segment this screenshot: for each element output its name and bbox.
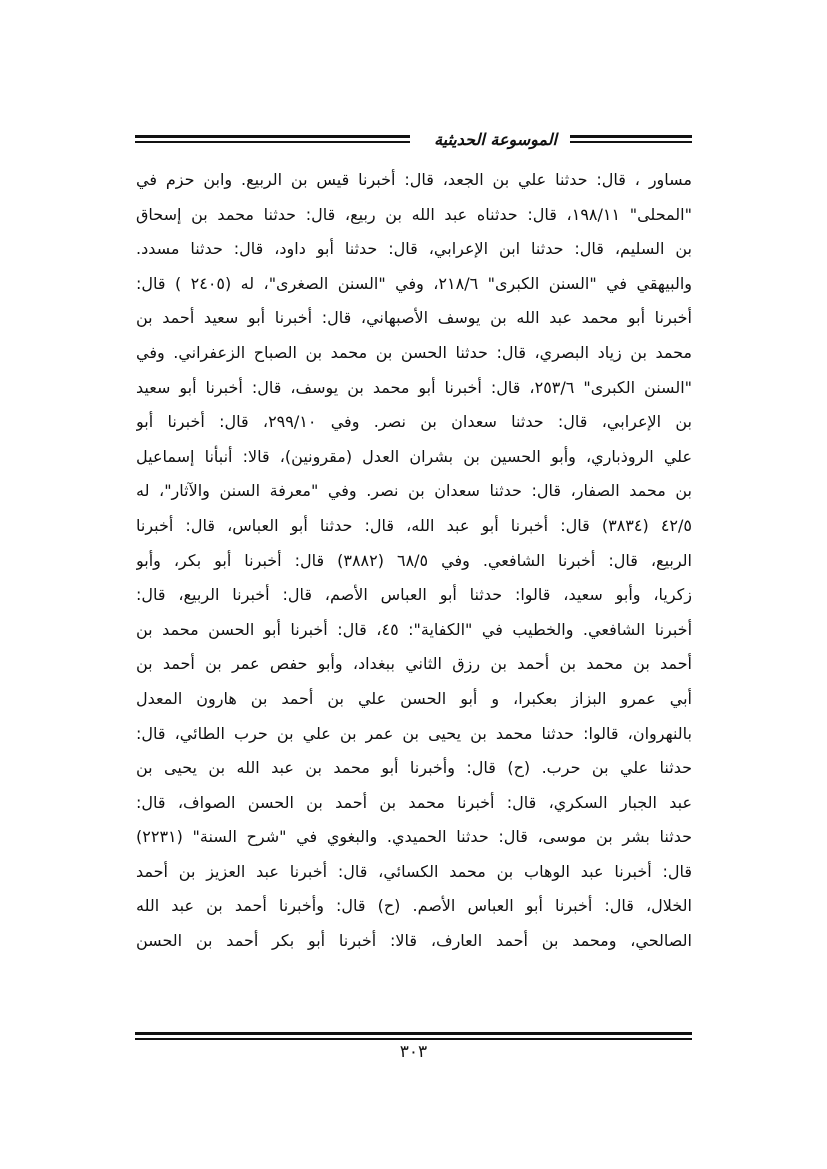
page-header [135, 128, 692, 154]
header-rule-left [135, 135, 410, 143]
text-line: عبد الجبار السكري، قال: أخبرنا محمد بن أحمد بن الحسن الصواف، قال: [136, 792, 692, 812]
text-line: أخبرنا أبو محمد عبد الله بن يوسف الأصبهاني، قال: أخبرنا أبو سعيد أحمد بن [136, 308, 692, 328]
text-line: الصالحي، ومحمد بن أحمد العارف، قالا: أخبرنا أبو بكر أحمد بن الحسن [136, 931, 692, 951]
text-line: حدثنا علي بن حرب. (ح) قال: وأخبرنا أبو محمد بن عبد الله بن يحيى بن [136, 758, 692, 778]
text-line: "المحلى" ١٩٨/١١، قال: حدثناه عبد الله بن ربيع، قال: حدثنا محمد بن إسحاق [136, 204, 692, 224]
text-line: بن محمد الصفار، قال: حدثنا سعدان بن نصر. وفي "معرفة السنن والآثار"، له [136, 481, 692, 501]
text-line: أخبرنا الشافعي. والخطيب في "الكفاية": ٤٥، قال: أخبرنا أبو الحسن محمد بن [136, 619, 692, 639]
header-rule-right [570, 135, 692, 143]
text-line: مساور ، قال: حدثنا علي بن الجعد، قال: أخبرنا قيس بن الربيع. وابن حزم في [136, 170, 692, 189]
text-line: محمد بن زياد البصري، قال: حدثنا الحسن بن محمد بن الصباح الزعفراني. وفي [136, 342, 692, 362]
body-text [136, 163, 692, 959]
text-line: الخلال، قال: أخبرنا أبو العباس الأصم. (ح) قال: وأخبرنا أحمد بن عبد الله [136, 896, 692, 916]
text-line: أبي عمرو البزاز بعكبرا، و أبو الحسن علي بن أحمد بن هارون المعدل [136, 688, 692, 708]
text-line: بن السليم، قال: حدثنا ابن الإعرابي، قال: حدثنا أبو داود، قال: حدثنا مسدد. [136, 239, 692, 259]
running-header-title: الموسوعة الحديثية [434, 130, 557, 149]
text-line: بالنهروان، قالوا: حدثنا محمد بن يحيى بن عمر بن علي بن حرب الطائي، قال: [136, 723, 692, 743]
text-line: علي الروذباري، وأبو الحسين بن بشران العدل (مقرونين)، قالا: أنبأنا إسماعيل [136, 446, 692, 466]
text-line: حدثنا بشر بن موسى، قال: حدثنا الحميدي. والبغوي في "شرح السنة" (٢٢٣١) [136, 827, 692, 847]
text-line: زكريا، وأبو سعيد، قالوا: حدثنا أبو العباس الأصم، قال: أخبرنا الربيع، قال: [136, 585, 692, 605]
page-number: ٣٠٣ [399, 1042, 428, 1062]
footer-rule [135, 1032, 692, 1040]
text-line: ٤٢/٥ (٣٨٣٤) قال: أخبرنا أبو عبد الله، قال: حدثنا أبو العباس، قال: أخبرنا [136, 515, 692, 535]
text-line: بن الإعرابي، قال: حدثنا سعدان بن نصر. وفي ٢٩٩/١٠، قال: أخبرنا أبو [136, 412, 692, 432]
text-line: "السنن الكبرى" ٢٥٣/٦، قال: أخبرنا أبو محمد بن يوسف، قال: أخبرنا أبو سعيد [136, 377, 692, 397]
text-line: والبيهقي في "السنن الكبرى" ٢١٨/٦، وفي "السنن الصغرى"، له (٢٤٠٥ ) قال: [136, 273, 692, 293]
text-line: الربيع، قال: أخبرنا الشافعي. وفي ٦٨/٥ (٣٨٨٢) قال: أخبرنا أبو بكر، وأبو [136, 550, 692, 570]
text-line: أحمد بن محمد بن أحمد بن رزق الثاني ببغداد، وأبو حفص عمر بن أحمد بن [136, 654, 692, 674]
text-line: قال: أخبرنا عبد الوهاب بن محمد الكسائي، قال: أخبرنا عبد العزيز بن أحمد [136, 861, 692, 881]
